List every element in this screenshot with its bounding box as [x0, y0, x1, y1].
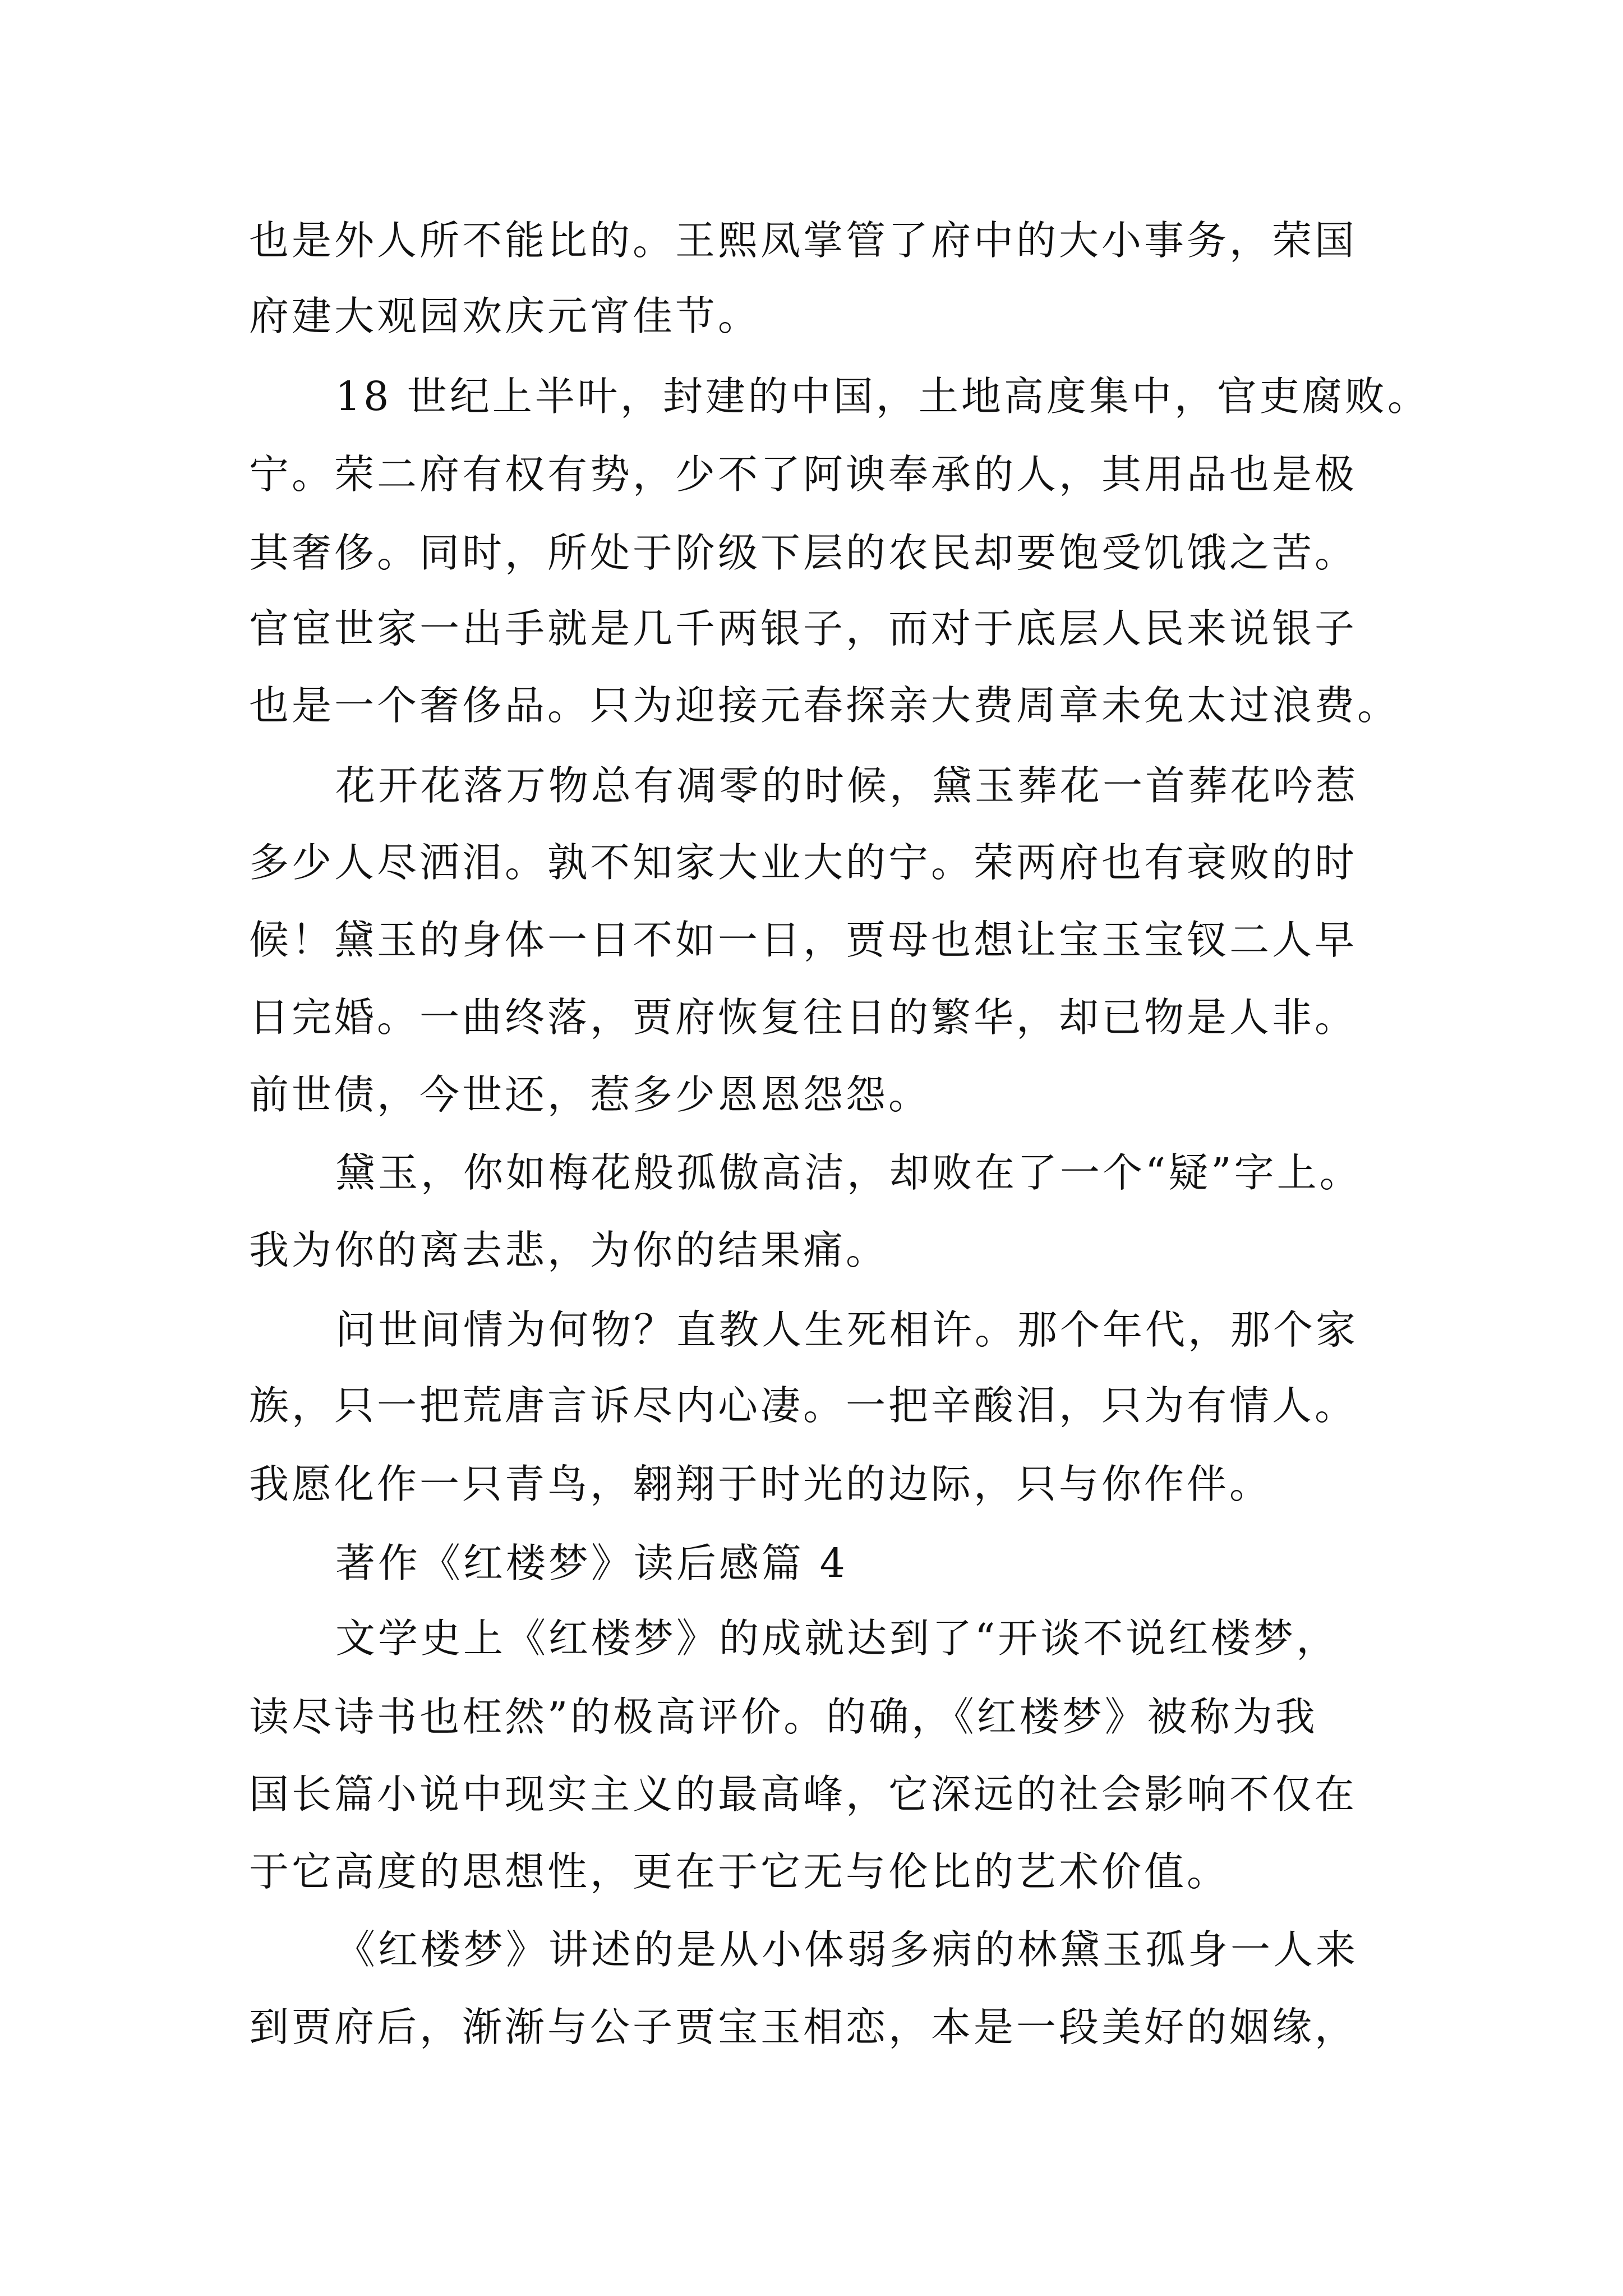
text-line: 问世间情为何物？直教人生死相许。那个年代，那个家 [335, 1306, 1359, 1353]
text-line: 也是外人所不能比的。王熙凤掌管了府中的大小事务，荣国 [249, 217, 1358, 264]
text-line: 《红楼梦》讲述的是从小体弱多病的林黛玉孤身一人来 [335, 1926, 1359, 1973]
text-line: 18 世纪上半叶，封建的中国，土地高度集中，官吏腐败。 [335, 373, 1430, 420]
text-line: 文学史上《红楼梦》的成就达到了“开谈不说红楼梦， [335, 1615, 1339, 1662]
text-line: 黛玉，你如梅花般孤傲高洁，却败在了一个“疑”字上。 [335, 1149, 1362, 1196]
text-line: 日完婚。一曲终落，贾府恢复往日的繁华，却已物是人非。 [249, 994, 1358, 1041]
text-line: 宁。荣二府有权有势，少不了阿谀奉承的人，其用品也是极 [249, 451, 1358, 498]
text-line: 我愿化作一只青鸟，翱翔于时光的边际，只与你作伴。 [249, 1461, 1272, 1507]
text-line: 于它高度的思想性，更在于它无与伦比的艺术价值。 [249, 1848, 1230, 1895]
text-line: 读尽诗书也枉然”的极高评价。的确，《红楼梦》被称为我 [249, 1694, 1318, 1740]
text-line: 候！黛玉的身体一日不如一日，贾母也想让宝玉宝钗二人早 [249, 917, 1358, 963]
text-line: 其奢侈。同时，所处于阶级下层的农民却要饱受饥饿之苦。 [249, 530, 1358, 576]
text-line: 到贾府后，渐渐与公子贾宝玉相恋，本是一段美好的姻缘， [249, 2004, 1358, 2050]
text-line: 国长篇小说中现实主义的最高峰，它深远的社会影响不仅在 [249, 1771, 1358, 1818]
text-line: 我为你的离去悲，为你的结果痛。 [249, 1227, 889, 1273]
text-line: 族，只一把荒唐言诉尽内心凄。一把辛酸泪，只为有情人。 [249, 1382, 1358, 1429]
text-line: 前世债，今世还，惹多少恩恩怨怨。 [249, 1071, 932, 1118]
text-line: 花开花落万物总有凋零的时候，黛玉葬花一首葬花吟惹 [335, 762, 1359, 809]
section-heading: 著作《红楼梦》读后感篇 4 [335, 1540, 848, 1586]
text-line: 官宦世家一出手就是几千两银子，而对于底层人民来说银子 [249, 605, 1358, 652]
text-line: 府建大观园欢庆元宵佳节。 [249, 293, 761, 339]
text-line: 多少人尽洒泪。孰不知家大业大的宁。荣两府也有衰败的时 [249, 839, 1358, 886]
text-line: 也是一个奢侈品。只为迎接元春探亲大费周章未免太过浪费。 [249, 682, 1400, 729]
